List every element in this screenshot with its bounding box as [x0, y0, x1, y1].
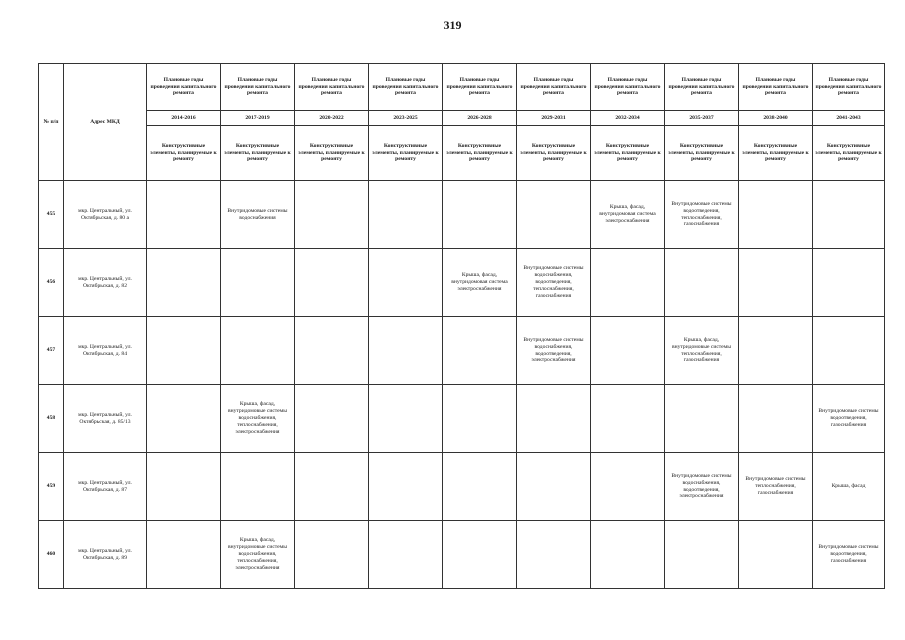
table-cell	[221, 249, 295, 317]
row-num: 457	[39, 317, 64, 385]
header-years: 2026-2028	[443, 111, 517, 126]
header-years: 2041-2043	[813, 111, 885, 126]
header-elements: Конструктивные элементы, планируемые к ремонту	[147, 126, 221, 181]
header-elements: Конструктивные элементы, планируемые к ремонту	[443, 126, 517, 181]
table-cell	[295, 181, 369, 249]
header-years: 2017-2019	[221, 111, 295, 126]
table-cell	[517, 453, 591, 521]
table-cell	[369, 249, 443, 317]
header-years: 2035-2037	[665, 111, 739, 126]
header-period-title: Плановые годы проведения капитального ремонта	[443, 64, 517, 111]
header-years: 2038-2040	[739, 111, 813, 126]
header-period-title: Плановые годы проведения капитального ремонта	[739, 64, 813, 111]
table-cell	[665, 249, 739, 317]
table-cell	[739, 249, 813, 317]
header-period-title: Плановые годы проведения капитального ремонта	[295, 64, 369, 111]
table-cell	[443, 521, 517, 589]
table-row	[39, 385, 885, 453]
header-period-title: Плановые годы проведения капитального ремонта	[591, 64, 665, 111]
table-cell	[443, 385, 517, 453]
table-cell: Крыша, фасад, внутридомовые системы теплоснабжения, газоснабжения	[665, 317, 739, 385]
table-row	[39, 181, 885, 249]
table-cell	[369, 385, 443, 453]
table-cell: Внутридомовые системы теплоснабжения, газоснабжения	[739, 453, 813, 521]
table-cell	[591, 317, 665, 385]
row-num: 458	[39, 385, 64, 453]
table-cell: Внутридомовые системы водоснабжения	[221, 181, 295, 249]
row-address: мкр. Центральный, ул. Октябрьская, д. 84	[64, 317, 147, 385]
table-cell	[591, 521, 665, 589]
header-period-title: Плановые годы проведения капитального ремонта	[517, 64, 591, 111]
table-row	[39, 249, 885, 317]
table-cell	[517, 385, 591, 453]
table-cell	[221, 317, 295, 385]
table-cell	[665, 521, 739, 589]
row-address: мкр. Центральный, ул. Октябрьская, д. 80 а	[64, 181, 147, 249]
table-cell: Внутридомовые системы водоснабжения, водоотведения, теплоснабжения, газоснабжения	[517, 249, 591, 317]
row-address: мкр. Центральный, ул. Октябрьская, д. 87	[64, 453, 147, 521]
header-elements: Конструктивные элементы, планируемые к ремонту	[369, 126, 443, 181]
header-period-title: Плановые годы проведения капитального ремонта	[147, 64, 221, 111]
table-cell: Внутридомовые системы водоотведения, газоснабжения	[813, 385, 885, 453]
table-cell	[221, 453, 295, 521]
header-years: 2029-2031	[517, 111, 591, 126]
table-cell: Крыша, фасад	[813, 453, 885, 521]
table-cell	[443, 317, 517, 385]
header-years: 2014-2016	[147, 111, 221, 126]
header-years: 2023-2025	[369, 111, 443, 126]
table-cell	[295, 317, 369, 385]
table-cell	[665, 385, 739, 453]
header-title-row	[39, 64, 885, 111]
table-cell	[147, 385, 221, 453]
table-cell	[295, 521, 369, 589]
table-cell: Крыша, фасад, внутридомовая система электроснабжения	[443, 249, 517, 317]
row-address: мкр. Центральный, ул. Октябрьская, д. 85/13	[64, 385, 147, 453]
capital-repair-table	[38, 63, 885, 589]
row-num: 456	[39, 249, 64, 317]
table-cell	[147, 317, 221, 385]
table-cell	[147, 249, 221, 317]
table-cell	[369, 181, 443, 249]
table-row	[39, 453, 885, 521]
row-address: мкр. Центральный, ул. Октябрьская, д. 89	[64, 521, 147, 589]
header-num: № п/п	[39, 64, 64, 181]
header-elements: Конструктивные элементы, планируемые к ремонту	[813, 126, 885, 181]
header-years: 2032-2034	[591, 111, 665, 126]
header-period-title: Плановые годы проведения капитального ремонта	[369, 64, 443, 111]
header-elements-row	[39, 126, 885, 181]
table-cell: Крыша, фасад, внутридомовая система электроснабжения	[591, 181, 665, 249]
table-cell	[443, 181, 517, 249]
table-cell: Внутридомовые системы водоснабжения, водоотведения, электроснабжения	[517, 317, 591, 385]
row-num: 460	[39, 521, 64, 589]
row-num: 459	[39, 453, 64, 521]
table-cell	[591, 385, 665, 453]
table-cell	[295, 385, 369, 453]
table-cell	[739, 181, 813, 249]
table-cell	[517, 181, 591, 249]
table-cell	[369, 317, 443, 385]
table-cell	[147, 453, 221, 521]
table-cell	[295, 453, 369, 521]
table-cell	[295, 249, 369, 317]
page-number: 319	[443, 18, 462, 32]
table-cell	[369, 453, 443, 521]
table-cell	[443, 453, 517, 521]
table-cell: Внутридомовые системы водоотведения, газоснабжения	[813, 521, 885, 589]
header-elements: Конструктивные элементы, планируемые к ремонту	[739, 126, 813, 181]
header-address: Адрес МКД	[64, 64, 147, 181]
header-period-title: Плановые годы проведения капитального ремонта	[221, 64, 295, 111]
table-row	[39, 317, 885, 385]
table-cell: Внутридомовые системы водоснабжения, водоотведения, электроснабжения	[665, 453, 739, 521]
table-cell	[517, 521, 591, 589]
table-cell	[813, 249, 885, 317]
table-cell	[813, 181, 885, 249]
table-cell: Крыша, фасад, внутридомовые системы водоснабжения, теплоснабжения, электроснабжения	[221, 385, 295, 453]
table-cell	[739, 385, 813, 453]
table-cell	[369, 521, 443, 589]
table-cell: Внутридомовые системы водоотведения, теплоснабжения, газоснабжения	[665, 181, 739, 249]
table-cell	[739, 521, 813, 589]
table-cell	[813, 317, 885, 385]
header-elements: Конструктивные элементы, планируемые к ремонту	[295, 126, 369, 181]
table-cell	[739, 317, 813, 385]
header-elements: Конструктивные элементы, планируемые к ремонту	[517, 126, 591, 181]
table-cell	[147, 181, 221, 249]
header-period-title: Плановые годы проведения капитального ремонта	[665, 64, 739, 111]
header-elements: Конструктивные элементы, планируемые к ремонту	[221, 126, 295, 181]
header-years: 2020-2022	[295, 111, 369, 126]
header-years-row	[39, 111, 885, 126]
table-cell	[147, 521, 221, 589]
table-cell	[591, 453, 665, 521]
table-cell: Крыша, фасад, внутридомовые системы водоснабжения, теплоснабжения, электроснабжения	[221, 521, 295, 589]
table-row	[39, 521, 885, 589]
table-cell	[591, 249, 665, 317]
header-period-title: Плановые годы проведения капитального ремонта	[813, 64, 885, 111]
row-num: 455	[39, 181, 64, 249]
row-address: мкр. Центральный, ул. Октябрьская, д. 82	[64, 249, 147, 317]
header-elements: Конструктивные элементы, планируемые к ремонту	[591, 126, 665, 181]
header-elements: Конструктивные элементы, планируемые к ремонту	[665, 126, 739, 181]
